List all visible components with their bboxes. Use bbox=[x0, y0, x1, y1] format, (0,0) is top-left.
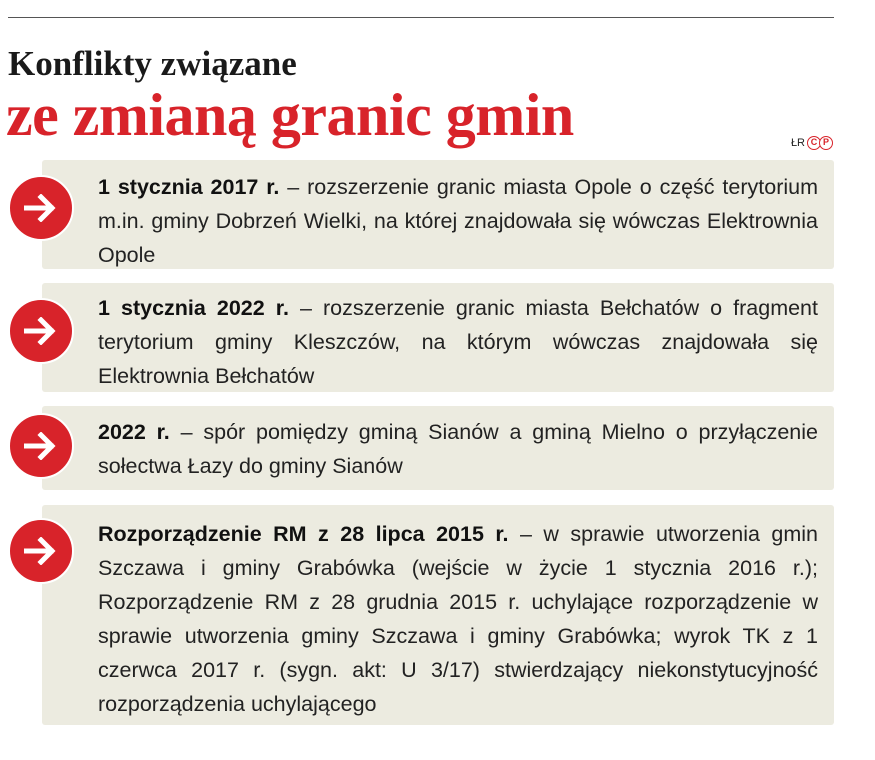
list-item-date: 1 stycznia 2022 r. bbox=[98, 296, 289, 320]
list-item-description: – rozszerzenie granic miasta Bełchatów o fragment terytorium gminy Kleszczów, na którym wówczas znajdowała się Elektrownia Bełchatów bbox=[98, 296, 818, 388]
logo-letter-c: C bbox=[807, 136, 821, 150]
title-line-1: Konflikty związane bbox=[8, 44, 297, 83]
list-item-text bbox=[98, 170, 818, 272]
title-line-2: ze zmianą granic gmin bbox=[6, 82, 574, 148]
list-item bbox=[42, 406, 834, 490]
list-item bbox=[42, 160, 834, 269]
list-item bbox=[42, 505, 834, 725]
list-item-date: 2022 r. bbox=[98, 420, 170, 444]
list-item-text bbox=[98, 291, 818, 393]
top-divider bbox=[8, 17, 834, 18]
arrow-right-icon bbox=[8, 518, 74, 584]
list-item bbox=[42, 283, 834, 392]
publisher-logo bbox=[809, 136, 833, 150]
logo-letter-p: P bbox=[819, 136, 833, 150]
arrow-right-icon bbox=[8, 413, 74, 479]
list-item-description: – spór pomiędzy gminą Sianów a gminą Mielno o przyłączenie sołectwa Łazy do gminy Sianów bbox=[98, 420, 818, 478]
list-item-date: 1 stycznia 2017 r. bbox=[98, 175, 280, 199]
list-item-date: Rozporządzenie RM z 28 lipca 2015 r. bbox=[98, 522, 509, 546]
credit bbox=[791, 136, 833, 150]
list-item-description: – w sprawie utworzenia gmin Szczawa i gminy Grabówka (wejście w życie 1 stycznia 2016 r.); Rozporządzenie RM z 28 grudnia 2015 r. uchylające rozporządzenie w sprawie utworzenia gminy Szczawa i gminy Grabówka; wyrok TK z 1 czerwca 2017 r. (sygn. akt: U 3/17) stwierdzający niekonstytucyjność rozporządzenia uchylającego bbox=[98, 522, 818, 716]
list-item-description: – rozszerzenie granic miasta Opole o część terytorium m.in. gminy Dobrzeń Wielki, na której znajdowała się wówczas Elektrownia Opole bbox=[98, 175, 818, 267]
list-item-text bbox=[98, 415, 818, 483]
author-initials: ŁR bbox=[790, 137, 805, 149]
arrow-right-icon bbox=[8, 298, 74, 364]
list-item-text bbox=[98, 517, 818, 721]
arrow-right-icon bbox=[8, 175, 74, 241]
